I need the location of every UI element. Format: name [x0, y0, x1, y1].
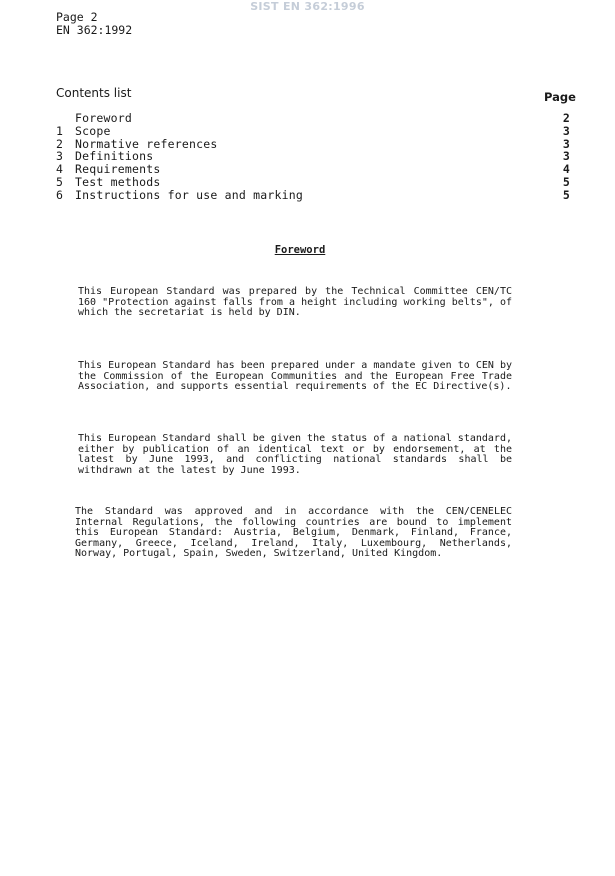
toc-item-title: Scope	[75, 123, 111, 138]
toc-item-title: Foreword	[75, 111, 132, 125]
toc-item-number: 5	[56, 174, 64, 189]
toc-item-number: 6	[56, 187, 64, 202]
toc-item-number: 2	[56, 136, 64, 151]
toc-item-title: Definitions	[75, 149, 154, 164]
page-header	[56, 11, 132, 37]
toc-item-foreword	[56, 112, 574, 125]
page-number: Page 2	[56, 10, 98, 24]
standard-id: EN 362:1992	[56, 23, 133, 37]
toc-item-page: 5	[562, 174, 570, 189]
contents-heading: Contents list	[56, 86, 132, 100]
toc-item-page: 2	[562, 111, 570, 125]
toc-item-title: Normative references	[75, 136, 218, 151]
toc-item-title: Requirements	[75, 162, 161, 177]
toc-item-title: Test methods	[75, 174, 161, 189]
toc-item-number: 4	[56, 162, 64, 177]
toc-item-number: 1	[56, 123, 64, 138]
toc-item-page: 4	[562, 162, 570, 177]
toc-item-test-methods	[56, 176, 574, 189]
toc-item-number: 3	[56, 149, 64, 164]
toc-item-scope	[56, 125, 574, 138]
toc-item-page: 3	[562, 123, 570, 138]
foreword-paragraph: This European Standard shall be given the status of a national standard, either by publication of an identical text or by endorsement, at the latest by June 1993, and conflicting national standards shall be withdrawn at the latest by June 1993.	[78, 433, 512, 476]
foreword-paragraph: This European Standard has been prepared under a mandate given to CEN by the Commission of the European Communities and the European Free Trade Association, and supports essential requirements of the EC Directive(s).	[78, 360, 512, 393]
watermark: SIST EN 362:1996	[250, 0, 365, 13]
foreword-heading: Foreword	[274, 244, 326, 256]
page-column-heading: Page	[544, 90, 576, 104]
toc-item-page: 3	[562, 136, 570, 151]
toc-item-instructions	[56, 189, 574, 202]
toc-item-page: 5	[562, 187, 570, 202]
foreword-paragraph: The Standard was approved and in accordance with the CEN/CENELEC Internal Regulations, the following countries are bound to implement this European Standard: Austria, Belgium, Denmark, Finland, France, Germany, Greece, Iceland, Ireland, Italy, Luxembourg, Netherlands, Norway, Portugal, Spain, Sweden, Switzerland, United Kingdom.	[75, 506, 512, 560]
toc-item-page: 3	[562, 149, 570, 164]
toc-item-title: Instructions for use and marking	[75, 187, 303, 202]
contents-list	[56, 112, 574, 202]
foreword-paragraph: This European Standard was prepared by the Technical Committee CEN/TC 160 "Protection against falls from a height including working belts", of which the secretariat is held by DIN.	[78, 286, 512, 319]
